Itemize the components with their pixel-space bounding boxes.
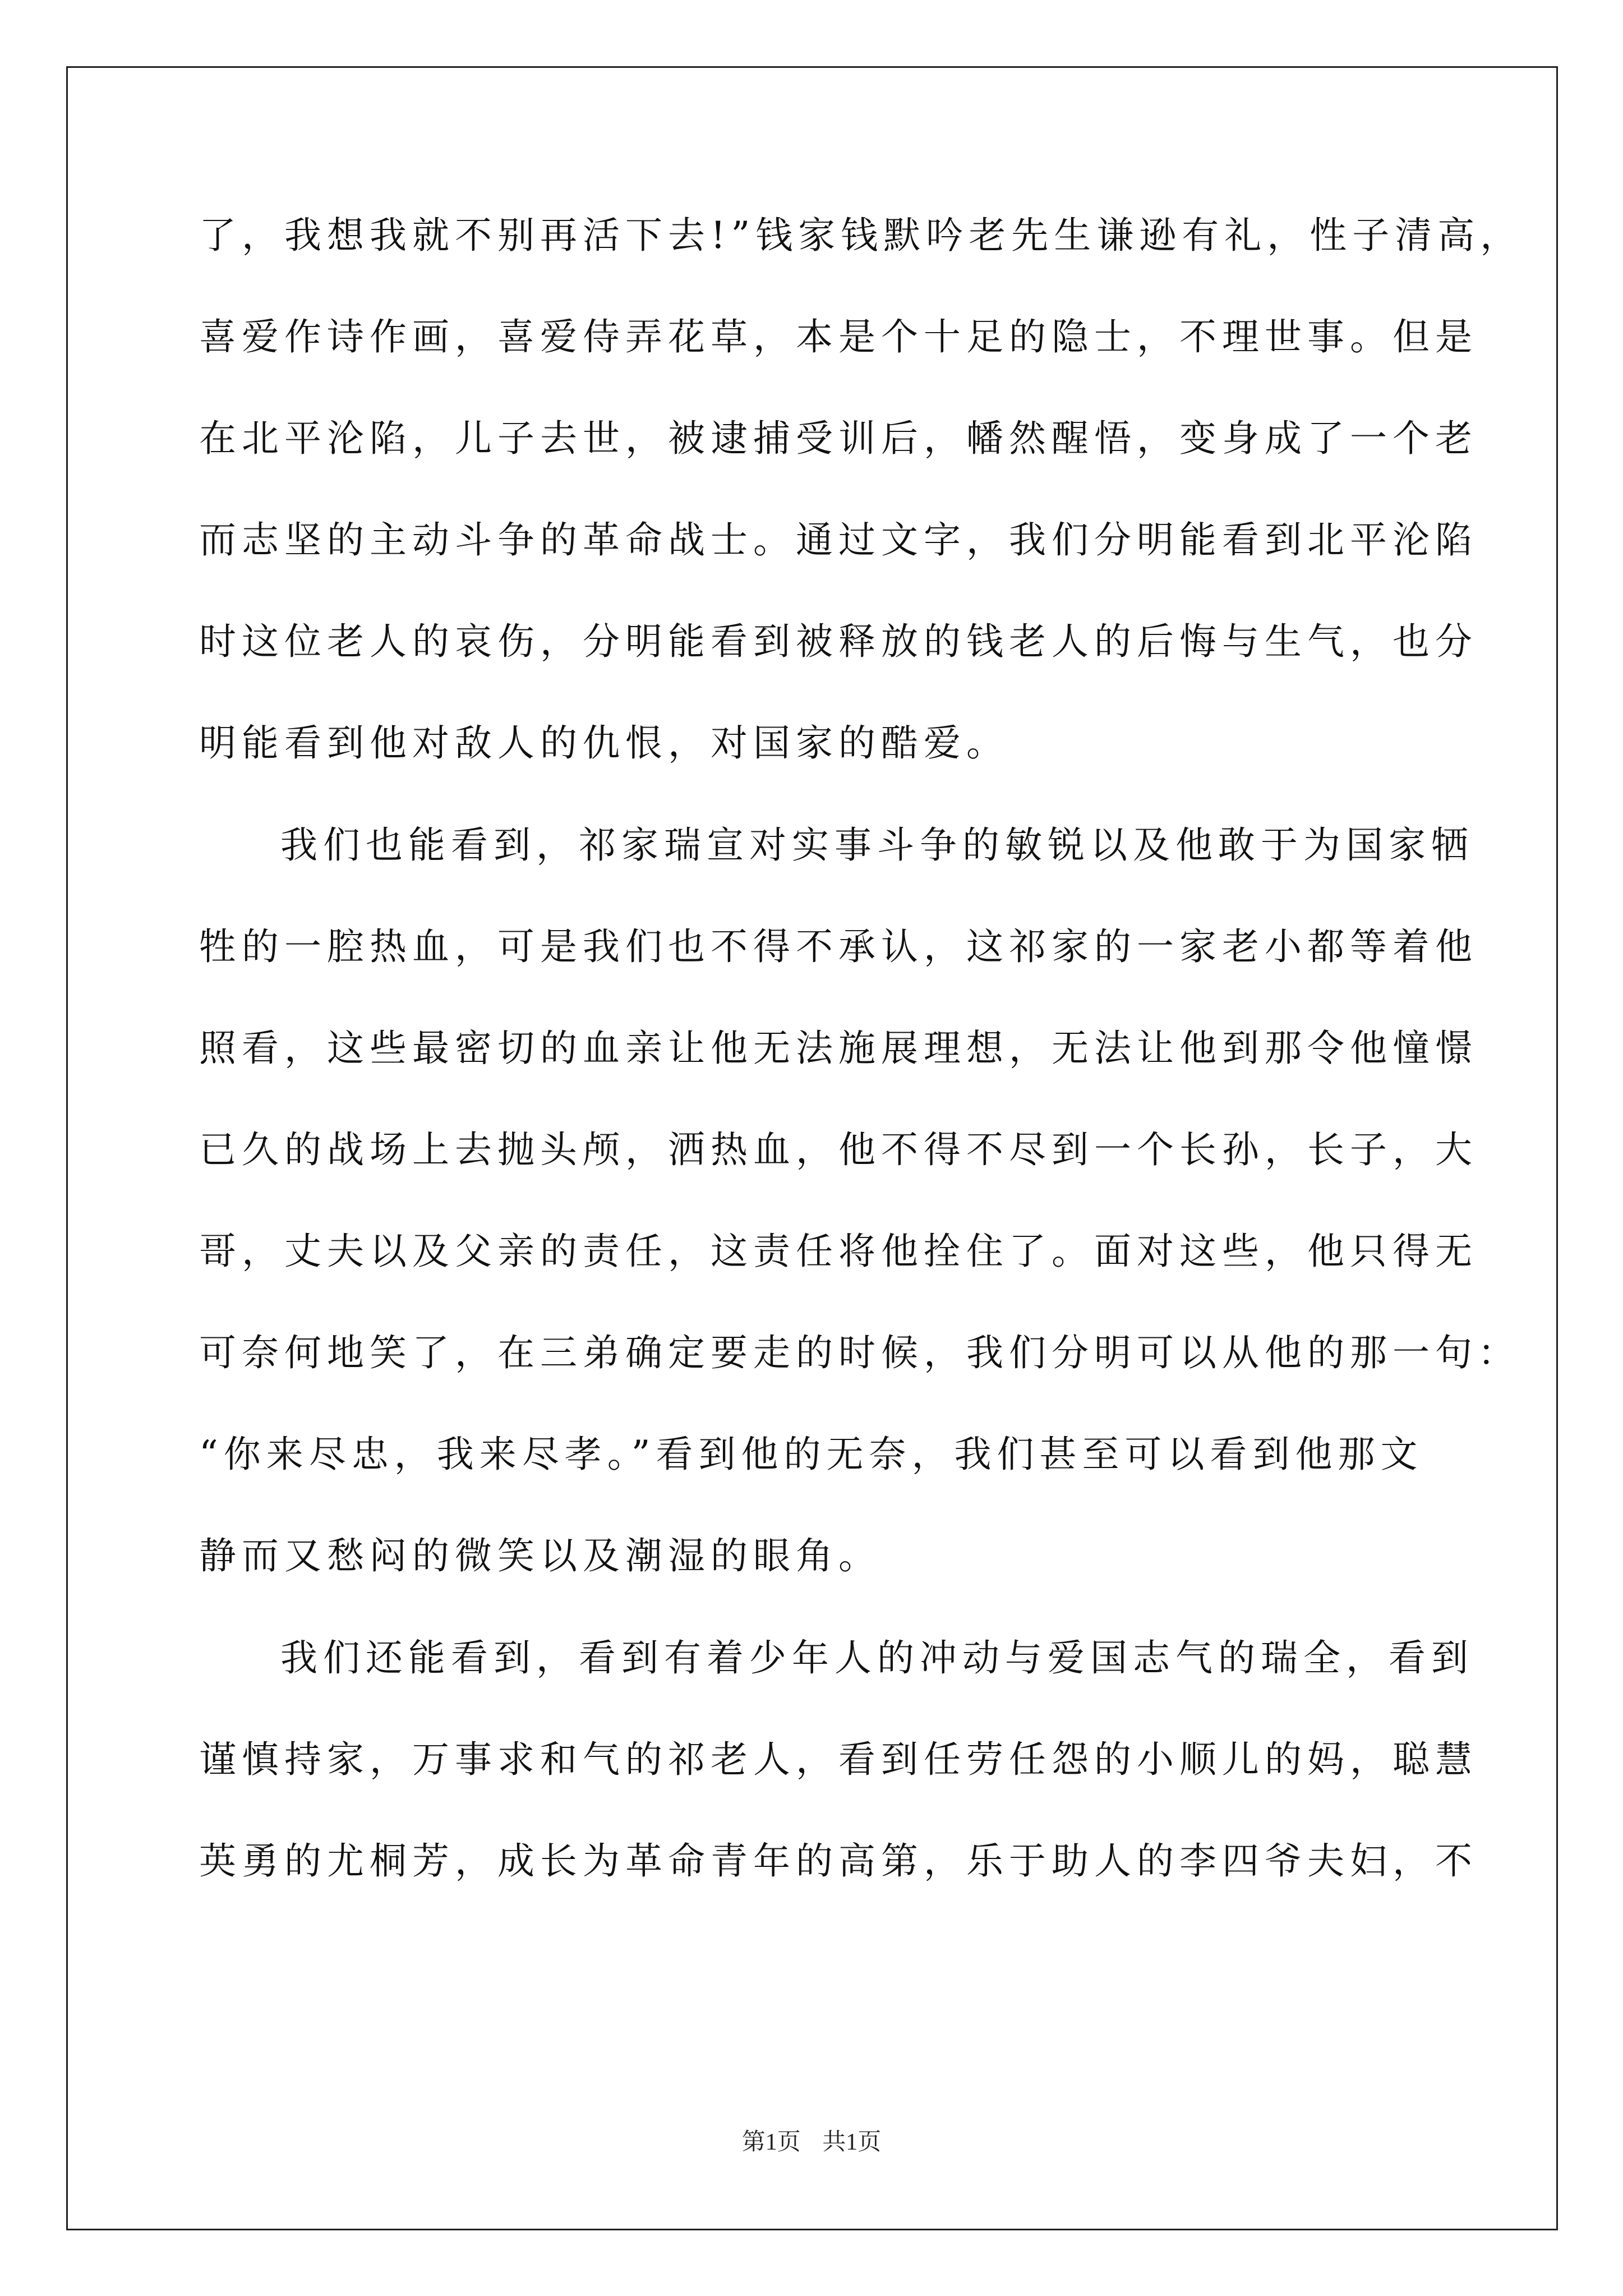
page-footer: [0, 2123, 1623, 2157]
text-line: 时这位老人的哀伤，分明能看到被释放的钱老人的后悔与生气，也分: [199, 620, 1478, 663]
text-line: 照看，这些最密切的血亲让他无法施展理想，无法让他到那令他憧憬: [199, 1027, 1478, 1070]
text-line: 了，我想我就不别再活下去!”钱家钱默吟老先生谦逊有礼，性子清高，: [199, 214, 1523, 257]
paragraph-first-line: 我们也能看到，祁家瑞宣对实事斗争的敏锐以及他敢于为国家牺: [280, 823, 1474, 867]
text-line: 而志坚的主动斗争的革命战士。通过文字，我们分明能看到北平沦陷: [199, 518, 1478, 562]
text-line: 英勇的尤桐芳，成长为革命青年的高第，乐于助人的李四爷夫妇，不: [199, 1839, 1478, 1883]
text-line: “你来尽忠，我来尽孝。”看到他的无奈，我们甚至可以看到他那文: [199, 1433, 1423, 1476]
text-line: 谨慎持家，万事求和气的祁老人，看到任劳任怨的小顺儿的妈，聪慧: [199, 1738, 1478, 1781]
page-number: 第1页: [741, 2129, 801, 2155]
text-line: 静而又愁闷的微笑以及潮湿的眼角。: [199, 1534, 881, 1577]
page-total: 共1页: [822, 2129, 882, 2155]
text-line: 牲的一腔热血，可是我们也不得不承认，这祁家的一家老小都等着他: [199, 925, 1478, 968]
paragraph-first-line: 我们还能看到，看到有着少年人的冲动与爱国志气的瑞全，看到: [280, 1636, 1474, 1680]
text-line: 喜爱作诗作画，喜爱侍弄花草，本是个十足的隐士，不理世事。但是: [199, 315, 1478, 358]
text-line: 已久的战场上去抛头颅，洒热血，他不得不尽到一个长孙，长子，大: [199, 1128, 1478, 1171]
text-line: 明能看到他对敌人的仇恨，对国家的酷爱。: [199, 721, 1009, 765]
text-line: 可奈何地笑了，在三弟确定要走的时候，我们分明可以从他的那一句：: [199, 1331, 1520, 1374]
text-line: 哥，丈夫以及父亲的责任，这责任将他拴住了。面对这些，他只得无: [199, 1230, 1478, 1273]
text-line: 在北平沦陷，儿子去世，被逮捕受训后，幡然醒悟，变身成了一个老: [199, 417, 1478, 460]
